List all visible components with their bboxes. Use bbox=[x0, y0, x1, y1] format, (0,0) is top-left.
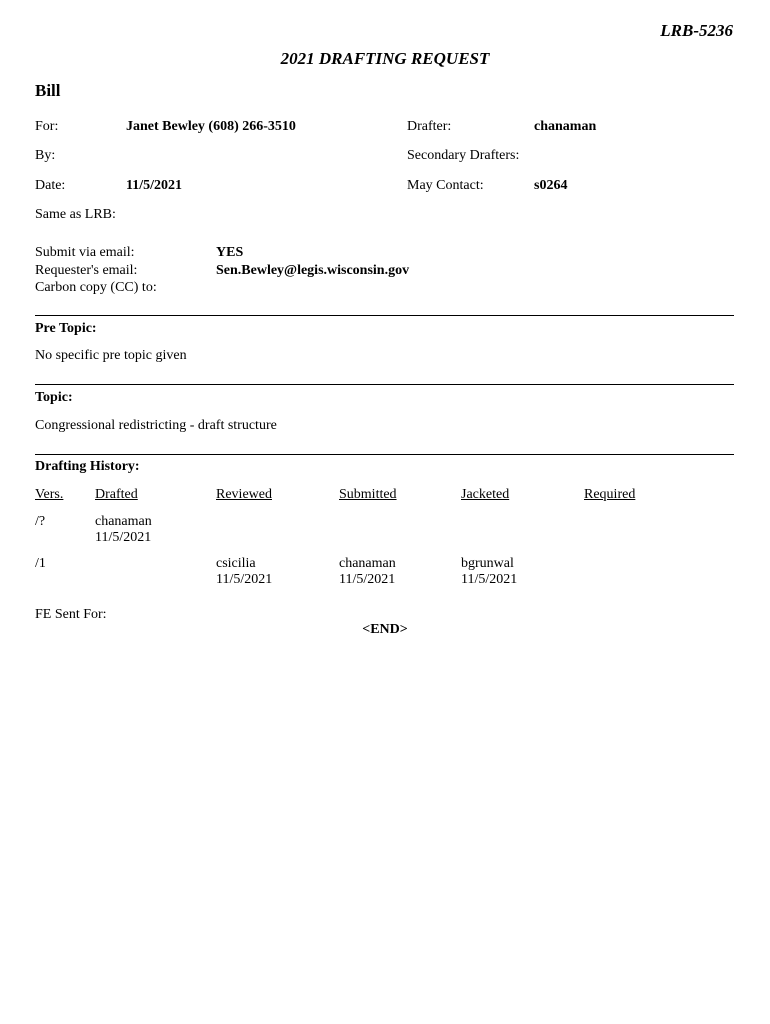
pre-topic-heading: Pre Topic: bbox=[35, 321, 97, 336]
document-type: Bill bbox=[35, 81, 61, 100]
may-contact-value: s0264 bbox=[534, 178, 568, 193]
by-label: By: bbox=[35, 148, 56, 163]
row-reviewed-date: 11/5/2021 bbox=[216, 572, 273, 587]
cc-label: Carbon copy (CC) to: bbox=[35, 280, 157, 295]
history-heading: Drafting History: bbox=[35, 459, 140, 474]
row-vers: /? bbox=[35, 514, 46, 529]
may-contact-label: May Contact: bbox=[407, 178, 484, 193]
for-value: Janet Bewley (608) 266-3510 bbox=[126, 119, 296, 134]
secondary-drafters-label: Secondary Drafters: bbox=[407, 148, 520, 163]
divider bbox=[35, 384, 734, 385]
same-as-lrb-label: Same as LRB: bbox=[35, 207, 116, 222]
end-marker: <END> bbox=[362, 622, 408, 637]
row-drafted-date: 11/5/2021 bbox=[95, 530, 152, 545]
column-header-vers: Vers. bbox=[35, 487, 64, 502]
row-jacketed-date: 11/5/2021 bbox=[461, 572, 518, 587]
column-header-jacketed: Jacketed bbox=[461, 487, 510, 502]
row-jacketed: bgrunwal bbox=[461, 556, 514, 571]
date-value: 11/5/2021 bbox=[126, 178, 183, 193]
row-vers: /1 bbox=[35, 556, 46, 571]
drafter-label: Drafter: bbox=[407, 119, 452, 134]
submit-email-value: YES bbox=[216, 245, 244, 260]
date-label: Date: bbox=[35, 178, 66, 193]
divider bbox=[35, 315, 734, 316]
submit-email-label: Submit via email: bbox=[35, 245, 135, 260]
for-label: For: bbox=[35, 119, 59, 134]
document-title: 2021 DRAFTING REQUEST bbox=[280, 49, 490, 68]
pre-topic-text: No specific pre topic given bbox=[35, 348, 187, 363]
row-submitted: chanaman bbox=[339, 556, 396, 571]
drafter-value: chanaman bbox=[534, 119, 597, 134]
column-header-drafted: Drafted bbox=[95, 487, 138, 502]
column-header-required: Required bbox=[584, 487, 636, 502]
column-header-submitted: Submitted bbox=[339, 487, 397, 502]
topic-text: Congressional redistricting - draft structure bbox=[35, 418, 277, 433]
row-reviewed: csicilia bbox=[216, 556, 256, 571]
fe-sent-label: FE Sent For: bbox=[35, 607, 107, 622]
divider bbox=[35, 454, 734, 455]
topic-heading: Topic: bbox=[35, 390, 73, 405]
requester-email-value: Sen.Bewley@legis.wisconsin.gov bbox=[216, 263, 410, 278]
row-drafted: chanaman bbox=[95, 514, 152, 529]
requester-email-label: Requester's email: bbox=[35, 263, 138, 278]
row-submitted-date: 11/5/2021 bbox=[339, 572, 396, 587]
lrb-number: LRB-5236 bbox=[660, 21, 733, 40]
column-header-reviewed: Reviewed bbox=[216, 487, 272, 502]
